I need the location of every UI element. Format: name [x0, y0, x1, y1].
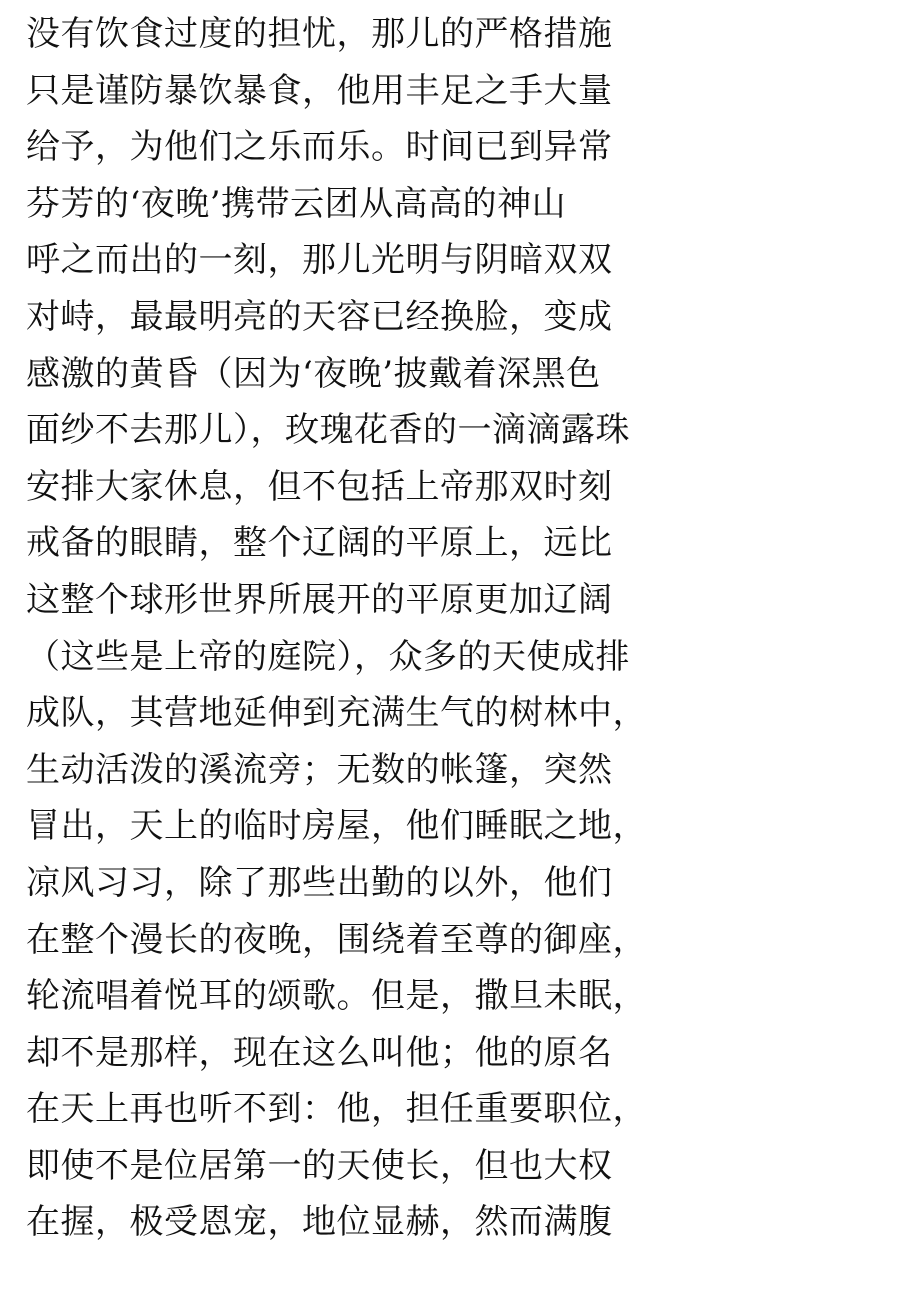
text-line: 成队，其营地延伸到充满生气的树林中， [26, 693, 647, 734]
text-line: （这些是上帝的庭院），众多的天使成排 [26, 636, 630, 677]
text-line: 在握，极受恩宠，地位显赫，然而满腹 [26, 1202, 613, 1243]
text-line: 只是谨防暴饮暴食，他用丰足之手大量 [26, 70, 613, 111]
text-line: 呼之而出的一刻，那儿光明与阴暗双双 [26, 240, 613, 281]
text-line: 在整个漫长的夜晚，围绕着至尊的御座， [26, 919, 647, 960]
text-line: 感激的黄昏（因为‘夜晚’披戴着深黑色 [26, 353, 601, 394]
text-line: 这整个球形世界所展开的平原更加辽阔 [26, 579, 613, 620]
text-line: 芬芳的‘夜晚’携带云团从高高的神山 [26, 183, 567, 224]
text-line: 生动活泼的溪流旁；无数的帐篷，突然 [26, 749, 613, 790]
text-line: 对峙，最最明亮的天容已经换脸，变成 [26, 296, 613, 337]
text-line: 轮流唱着悦耳的颂歌。但是，撒旦未眠， [26, 976, 647, 1017]
text-line: 冒出，天上的临时房屋，他们睡眠之地， [26, 806, 647, 847]
poem-text-block [26, 6, 886, 1251]
text-line: 在天上再也听不到：他，担任重要职位， [26, 1089, 647, 1130]
text-line: 即使不是位居第一的天使长，但也大权 [26, 1145, 613, 1186]
text-line: 却不是那样，现在这么叫他；他的原名 [26, 1032, 613, 1073]
text-line: 给予，为他们之乐而乐。时间已到异常 [26, 127, 613, 168]
text-line: 戒备的眼睛，整个辽阔的平原上，远比 [26, 523, 613, 564]
text-line: 面纱不去那儿），玫瑰花香的一滴滴露珠 [26, 410, 630, 451]
text-line: 安排大家休息，但不包括上帝那双时刻 [26, 466, 613, 507]
text-line: 没有饮食过度的担忧，那儿的严格措施 [26, 14, 613, 54]
text-line: 凉风习习，除了那些出勤的以外，他们 [26, 862, 613, 903]
